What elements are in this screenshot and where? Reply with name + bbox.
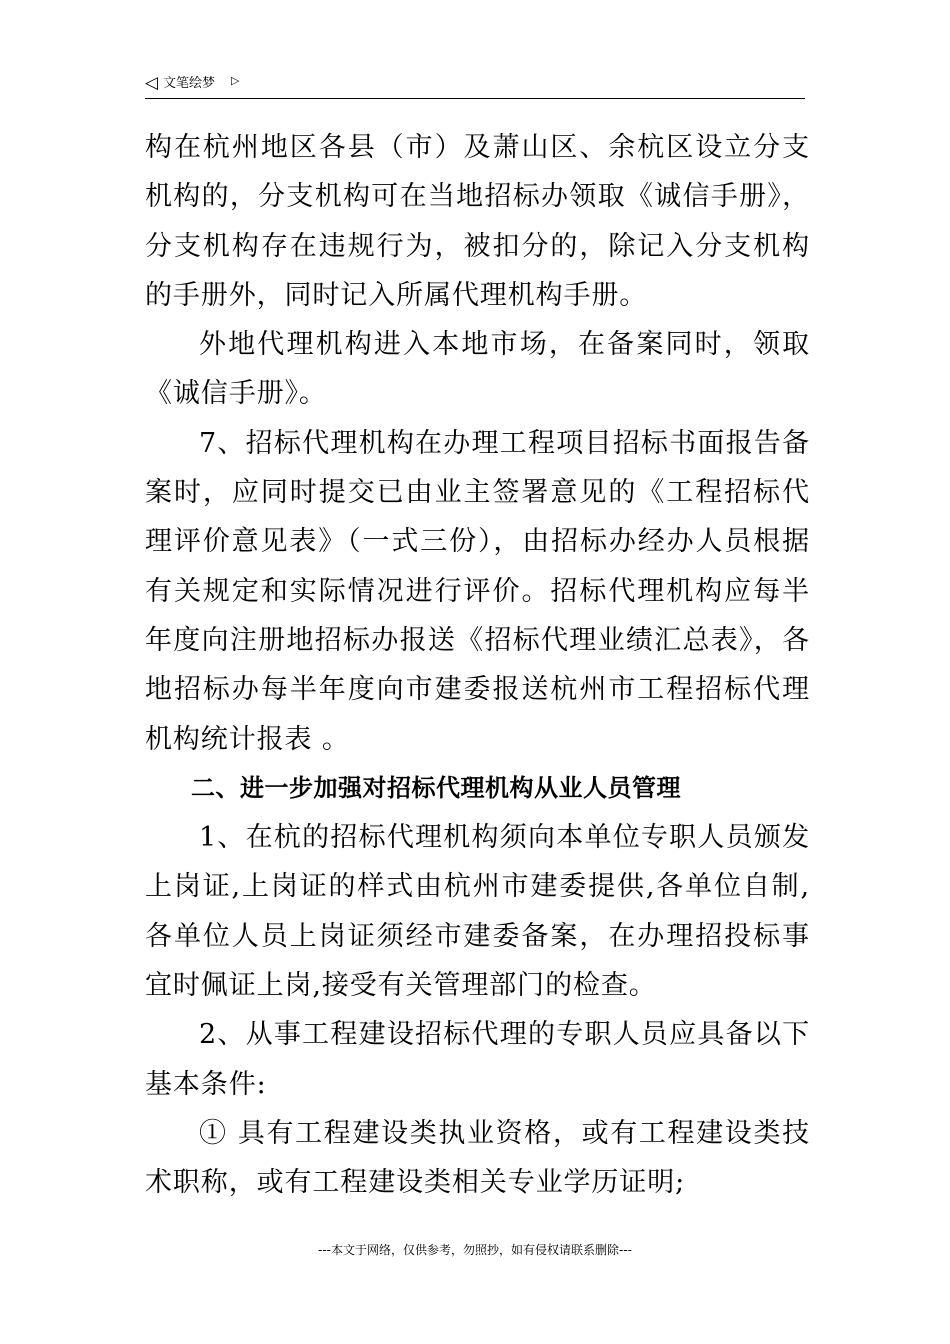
document-body: [145, 123, 810, 1208]
header-title: 文笔绘梦: [163, 76, 216, 91]
triangle-left-icon: ◁: [145, 73, 159, 93]
paragraph-condition-1: ① 具有工程建设类执业资格，或有工程建设类技术职称，或有工程建设类相关专业学历证明;: [145, 1117, 810, 1199]
paragraph-branch-offices: 构在杭州地区各县（市）及萧山区、余杭区设立分支机构的，分支机构可在当地招标办领取《诚信手册》，分支机构存在违规行为，被扣分的，除记入分支机构的手册外，同时记入所属代理机构手册。: [145, 132, 810, 311]
page-footer: ---本文于网络，仅供参考，勿照抄，如有侵权请联系删除---: [318, 1243, 632, 1257]
paragraph-item-1: 1、在杭的招标代理机构须向本单位专职人员颁发上岗证,上岗证的样式由杭州市建委提供,各单位自制,各单位人员上岗证须经市建委备案，在办理招投标事宜时佩证上岗,接受有关管理部门的检查。: [145, 822, 810, 1002]
section-heading: 二、进一步加强对招标代理机构从业人员管理: [191, 773, 681, 802]
triangle-right-icon: ▷: [231, 74, 240, 87]
paragraph-item-2: 2、从事工程建设招标代理的专职人员应具备以下基本条件:: [145, 1019, 810, 1100]
paragraph-item-7: 7、招标代理机构在办理工程项目招标书面报告备案时，应同时提交已由业主签署意见的《工程招标代理评价意见表》（一式三份），由招标办经办人员根据有关规定和实际情况进行评价。招标代理机构应每半年度向注册地招标办报送《招标代理业绩汇总表》，各地招标办每半年度向市建委报送杭州市工程招标代理机构统计报表 。: [145, 427, 810, 755]
page-header: [145, 70, 805, 99]
paragraph-external-agencies: 外地代理机构进入本地市场，在备案同时，领取《诚信手册》。: [145, 329, 810, 410]
